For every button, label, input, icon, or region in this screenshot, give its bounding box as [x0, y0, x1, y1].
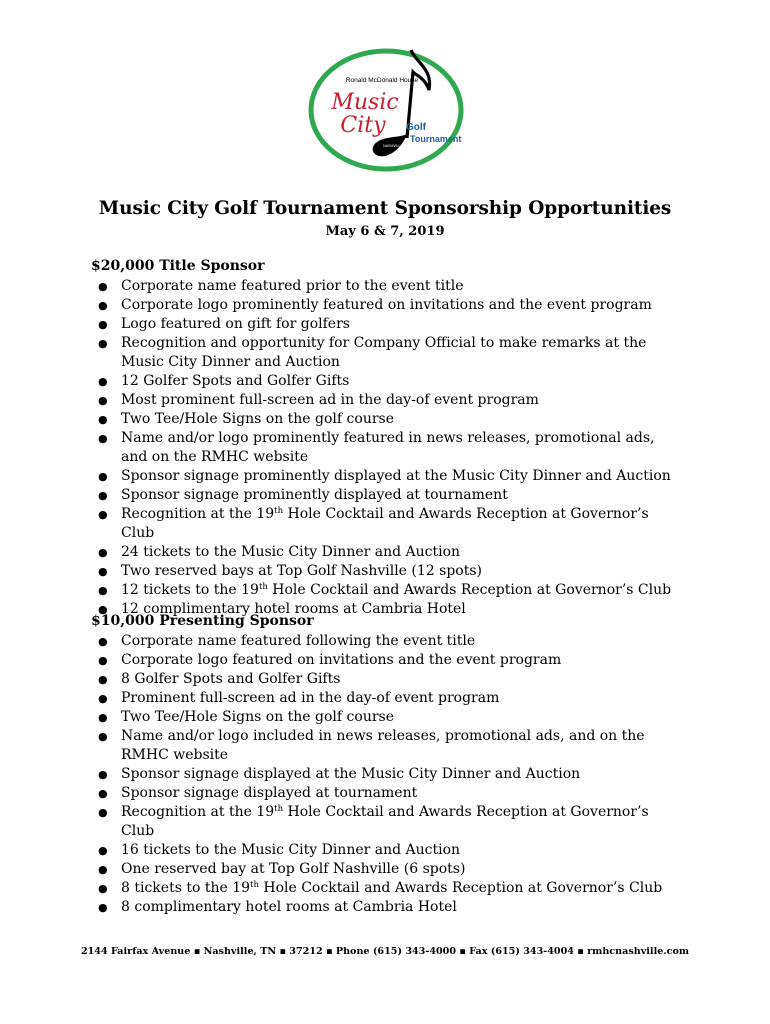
- list-item: [91, 486, 681, 505]
- bullet-icon: ●: [98, 489, 108, 502]
- item-text: One reserved bay at Top Golf Nashville (6 spots): [121, 861, 466, 877]
- list-item: [91, 765, 681, 784]
- list-item: [91, 879, 681, 898]
- item-text: Sponsor signage displayed at the Music City Dinner and Auction: [121, 766, 581, 782]
- list-item: [91, 372, 681, 391]
- bullet-icon: ●: [98, 375, 108, 388]
- list-item: [91, 505, 681, 543]
- list-item: [91, 429, 681, 467]
- section-heading: $20,000 Title Sponsor: [91, 258, 265, 274]
- ordinal-suffix: th: [274, 506, 284, 516]
- bullet-icon: ●: [98, 844, 108, 857]
- list-item: [91, 727, 681, 765]
- item-text: Name and/or logo included in news releases, promotional ads, and on the RMHC website: [121, 728, 645, 763]
- item-text: Sponsor signage prominently displayed at the Music City Dinner and Auction: [121, 468, 671, 484]
- list-item: [91, 296, 681, 315]
- list-item: [91, 562, 681, 581]
- logo-tournament-text: Tournament: [410, 134, 462, 144]
- bullet-icon: ●: [98, 546, 108, 559]
- item-text: Name and/or logo prominently featured in news releases, promotional ads, and on the RMHC website: [121, 430, 655, 465]
- bullet-icon: ●: [98, 432, 108, 445]
- list-item: [91, 803, 681, 841]
- item-text: 8 complimentary hotel rooms at Cambria Hotel: [121, 899, 457, 915]
- item-text-continued: Hole Cocktail and Awards Reception at Governor’s Club: [121, 804, 649, 839]
- list-item: [91, 467, 681, 486]
- list-item: [91, 689, 681, 708]
- bullet-icon: ●: [98, 730, 108, 743]
- bullet-icon: ●: [98, 635, 108, 648]
- bullet-icon: ●: [98, 882, 108, 895]
- bullet-icon: ●: [98, 603, 108, 616]
- list-item: [91, 315, 681, 334]
- logo-org-text: Ronald McDonald House: [345, 77, 419, 84]
- list-item: [91, 391, 681, 410]
- item-text: Sponsor signage prominently displayed at tournament: [121, 487, 508, 503]
- bullet-icon: ●: [98, 806, 108, 819]
- item-text: Prominent full-screen ad in the day-of event program: [121, 690, 500, 706]
- item-text-continued: Hole Cocktail and Awards Reception at Governor’s Club: [121, 506, 649, 541]
- bullet-icon: ●: [98, 470, 108, 483]
- item-text: Two Tee/Hole Signs on the golf course: [121, 411, 394, 427]
- bullet-icon: ●: [98, 318, 108, 331]
- music-city-golf-logo: [307, 46, 465, 174]
- item-text: Recognition at the 19: [121, 506, 275, 522]
- bullet-icon: ●: [98, 768, 108, 781]
- list-item: [91, 708, 681, 727]
- bullet-icon: ●: [98, 863, 108, 876]
- bullet-icon: ●: [98, 711, 108, 724]
- section-heading: $10,000 Presenting Sponsor: [91, 613, 314, 629]
- list-item: [91, 651, 681, 670]
- item-text: Corporate logo featured on invitations and the event program: [121, 652, 562, 668]
- benefit-list: [91, 277, 691, 619]
- item-text: Most prominent full-screen ad in the day-of event program: [121, 392, 539, 408]
- logo-music-text: Music: [331, 90, 399, 115]
- ordinal-suffix: th: [250, 880, 259, 890]
- bullet-icon: ●: [98, 654, 108, 667]
- title-sponsor-section: [91, 257, 691, 619]
- item-text: Two reserved bays at Top Golf Nashville (12 spots): [121, 563, 482, 579]
- bullet-icon: ●: [98, 673, 108, 686]
- event-date: May 6 & 7, 2019: [325, 224, 445, 239]
- bullet-icon: ●: [98, 299, 108, 312]
- bullet-icon: ●: [98, 565, 108, 578]
- item-text: 8 Golfer Spots and Golfer Gifts: [121, 671, 341, 687]
- logo-city-text: City: [340, 113, 386, 138]
- item-text-continued: Hole Cocktail and Awards Reception at Governor’s Club: [267, 582, 672, 598]
- page-title: Music City Golf Tournament Sponsorship Opportunities: [98, 198, 672, 219]
- list-item: [91, 410, 681, 429]
- benefit-list: [91, 632, 691, 917]
- item-text: Corporate name featured prior to the event title: [121, 278, 464, 294]
- bullet-icon: ●: [98, 280, 108, 293]
- bullet-icon: ●: [98, 692, 108, 705]
- logo-golf-text: Golf: [406, 122, 426, 133]
- item-text: 24 tickets to the Music City Dinner and Auction: [121, 544, 461, 560]
- item-text: 12 Golfer Spots and Golfer Gifts: [121, 373, 350, 389]
- bullet-icon: ●: [98, 337, 108, 350]
- item-text: Recognition and opportunity for Company Official to make remarks at the Music City Dinner and Auction: [121, 335, 647, 370]
- list-item: [91, 860, 681, 879]
- list-item: [91, 784, 681, 803]
- item-text: 12 complimentary hotel rooms at Cambria Hotel: [121, 601, 466, 617]
- presenting-sponsor-section: [91, 612, 691, 917]
- list-item: [91, 581, 681, 600]
- footer-contact: 2144 Fairfax Avenue ▪ Nashville, TN ▪ 37212 ▪ Phone (615) 343-4000 ▪ Fax (615) 343-4004 ▪ rmhcnashville.com: [80, 946, 690, 957]
- bullet-icon: ●: [98, 787, 108, 800]
- item-text-continued: Hole Cocktail and Awards Reception at Governor’s Club: [258, 880, 663, 896]
- bullet-icon: ●: [98, 394, 108, 407]
- item-text: Two Tee/Hole Signs on the golf course: [121, 709, 394, 725]
- item-text: Corporate name featured following the event title: [121, 633, 476, 649]
- list-item: [91, 670, 681, 689]
- ordinal-suffix: th: [274, 804, 284, 814]
- list-item: [91, 632, 681, 651]
- list-item: [91, 898, 681, 917]
- ordinal-suffix: th: [258, 582, 268, 592]
- list-item: [91, 277, 681, 296]
- bullet-icon: ●: [98, 413, 108, 426]
- item-text: Corporate logo prominently featured on invitations and the event program: [121, 297, 652, 313]
- item-text: 8 tickets to the 19: [121, 880, 251, 896]
- item-text: 12 tickets to the 19: [121, 582, 259, 598]
- bullet-icon: ●: [98, 508, 108, 521]
- item-text: 16 tickets to the Music City Dinner and Auction: [121, 842, 461, 858]
- list-item: [91, 841, 681, 860]
- logo-small-text: NASHVILLE: [383, 144, 403, 148]
- bullet-icon: ●: [98, 901, 108, 914]
- list-item: [91, 543, 681, 562]
- item-text: Sponsor signage displayed at tournament: [121, 785, 418, 801]
- item-text: Logo featured on gift for golfers: [121, 316, 350, 332]
- bullet-icon: ●: [98, 584, 108, 597]
- item-text: Recognition at the 19: [121, 804, 275, 820]
- list-item: [91, 334, 681, 372]
